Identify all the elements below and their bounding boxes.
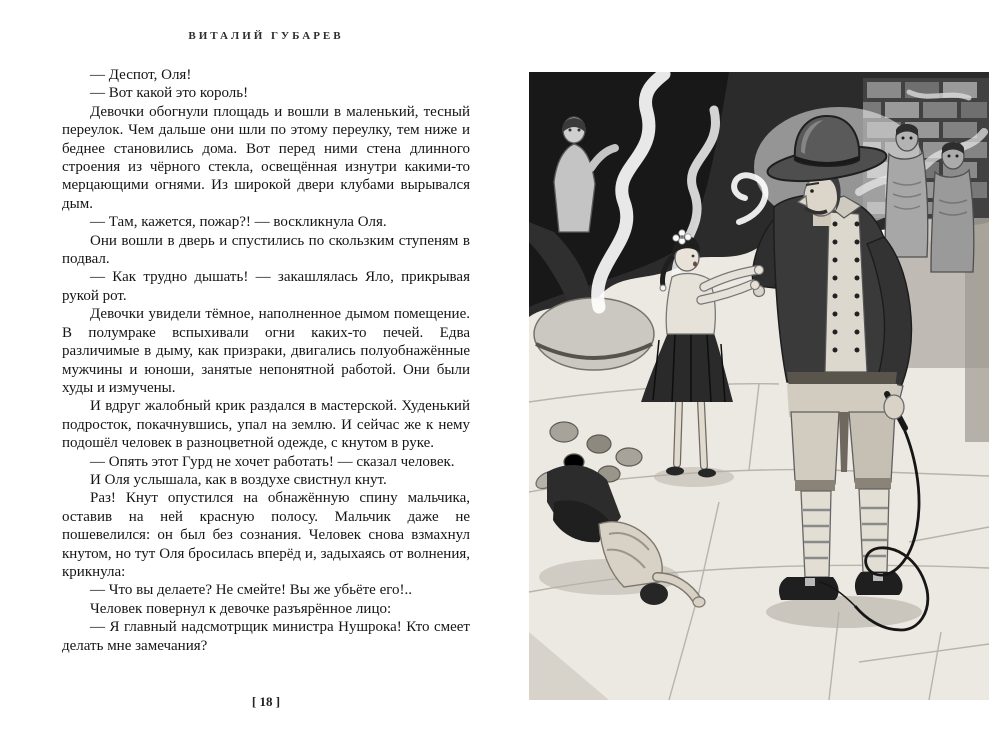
- girl-shadow: [654, 467, 734, 487]
- illustration: [528, 72, 990, 700]
- text-block: [62, 66, 470, 655]
- running-header: ВИТАЛИЙ ГУБАРЕВ: [188, 30, 344, 42]
- book-illustration-svg: [528, 72, 990, 700]
- paragraph: Раз! Кнут опустился на обнажённую спину мальчика, оставив на ней красную полосу. Мальчик даже не пошевелился: он был без сознания. Человек снова взмахнул кнутом, но тут Оля бросилась вперёд и, задыхаясь от волнения, крикнула:: [62, 490, 470, 580]
- overseer-shadow: [766, 596, 922, 628]
- paragraph: — Вот какой это король!: [90, 85, 249, 102]
- paragraph: И вдруг жалобный крик раздался в мастерской. Худенький подросток, покачнувшись, упал на землю. И сейчас же к нему подошёл человек в разноцветной одежде, с кнутом в руке.: [62, 398, 470, 452]
- paragraph: — Что вы делаете? Не смейте! Вы же убьёте его!..: [90, 582, 412, 599]
- paragraph: Девочки обогнули площадь и вошли в маленький, тесный переулок. Чем дальше они шли по этому переулку, тем ниже и беднее становились дома. Вот перед ними стена длинного строения из чёрного стекла, освещённая изнутри какими-то мерцающими огнями. Из широкой двери клубами вырывался дым.: [62, 103, 470, 212]
- page-number: [ 18 ]: [251, 694, 281, 709]
- paragraph: Человек повернул к девочке разъярённое лицо:: [90, 600, 392, 617]
- paragraph: — Я главный надсмотрщик министра Нушрока! Кто смеет делать мне замечания?: [62, 619, 470, 654]
- paragraph: Девочки увидели тёмное, наполненное дымом помещение. В полумраке вспыхивали огни каких-то печей. Едва различимые в дыму, как призраки, двигались полуобнажённые мужчины и юноши, занятые непонятной работой. Они были худы и измучены.: [62, 306, 470, 396]
- paragraph: И Оля услышала, как в воздухе свистнул кнут.: [90, 471, 387, 488]
- paragraph: — Деспот, Оля!: [90, 67, 192, 83]
- paragraph: — Опять этот Гурд не хочет работать! — сказал человек.: [90, 453, 455, 470]
- paragraph: — Там, кажется, пожар?! — воскликнула Оля.: [90, 214, 387, 231]
- paragraph: — Как трудно дышать! — закашлялась Яло, прикрывая рукой рот.: [62, 269, 470, 304]
- paragraph: Они вошли в дверь и спустились по скользким ступеням в подвал.: [62, 232, 470, 268]
